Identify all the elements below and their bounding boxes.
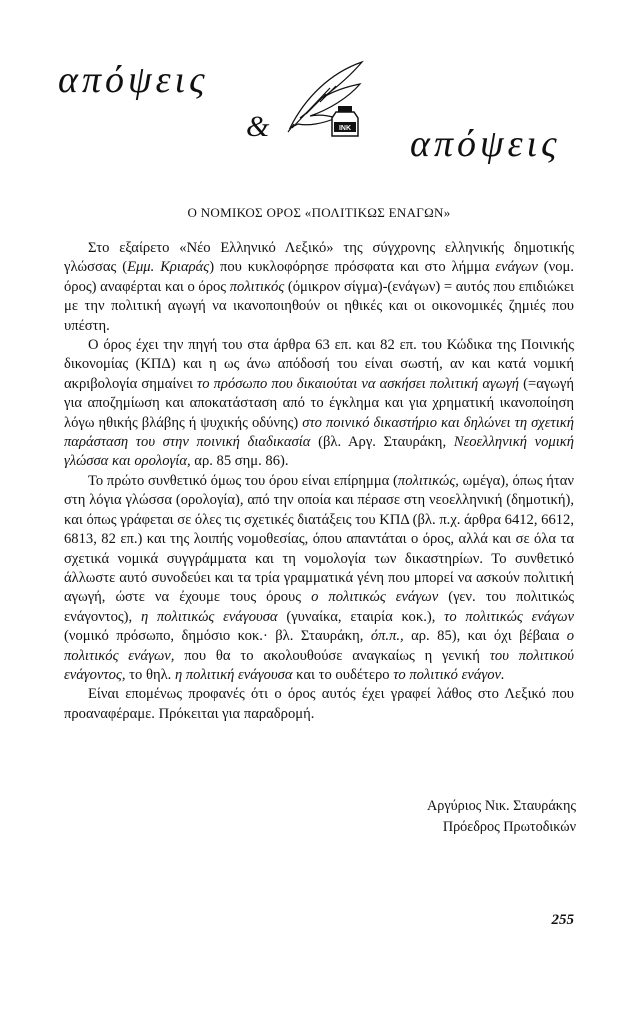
text-run: και το ουδέτερο xyxy=(292,666,394,683)
italic-run: στο ποινικό δικαστήριο και δηλώνει τη σχετική παράσταση του στην ποινική διαδικασία xyxy=(64,414,574,451)
italic-run: όπ.π., xyxy=(370,628,404,645)
section-title-right: απόψεις xyxy=(410,123,561,165)
text-run: αρ. 85), και όχι βέβαια xyxy=(403,628,567,645)
article-paragraph xyxy=(64,336,574,472)
italic-run: η πολιτικώς ενάγουσα xyxy=(140,608,278,625)
text-run: Στο εξαίρετο «Νέο Ελληνικό Λεξικό» της σύγχρονης ελληνικής δημοτικής γλώσσας ( xyxy=(64,240,574,276)
text-run: (=αγωγή για αποζημίωση και αποκατάσταση από το έγκλημα και για χρηματική ικανοποίηση λόγω ηθικής βλάβης ή ψυχικής οδύνης) xyxy=(64,375,574,431)
text-run: το θηλ. xyxy=(125,666,175,683)
ampersand: & xyxy=(246,110,270,143)
text-run: Ο όρος έχει την πηγή του στα άρθρα 63 επ. και 82 επ. του Κώδικα της Ποινικής δικονομίας (ΚΠΔ) και η ως άνω απόδοσή του είναι σωστή, αν και κατά νομική ακριβολογία σημαίνει xyxy=(64,337,574,392)
italic-run: πολιτικώς, xyxy=(397,472,459,489)
page-number: 255 xyxy=(551,912,574,928)
italic-run: ο πολιτικός ενάγων, xyxy=(64,628,574,664)
text-run: (γεν. του πολιτικώς ενάγοντος), xyxy=(64,589,574,625)
quill-ink-logo xyxy=(270,58,370,140)
author-name: Αργύριος Νικ. Σταυράκης xyxy=(427,798,576,814)
text-run: (γυναίκα, εταιρία κοκ.), xyxy=(277,608,445,625)
article-body xyxy=(64,239,574,724)
italic-run: Νεοελληνική νομική γλώσσα και ορολογία, xyxy=(64,434,574,470)
text-run: Είναι επομένως προφανές ότι ο όρος αυτός έχει γραφεί λάθος στο Λεξικό που προαναφέραμε. Πρόκειται για παραδρομή. xyxy=(64,686,574,722)
italic-run: ο πολιτικώς ενάγων xyxy=(311,589,439,606)
italic-run: Εμμ. Κριαράς xyxy=(127,259,210,276)
article-title: Ο ΝΟΜΙΚΟΣ ΟΡΟΣ «ΠΟΛΙΤΙΚΩΣ ΕΝΑΓΩΝ» xyxy=(187,205,451,220)
text-run: (νομικό πρόσωπο, δημόσιο κοκ.· βλ. Σταυράκη, xyxy=(64,628,371,645)
author-role: Πρόεδρος Πρωτοδικών xyxy=(442,819,576,835)
text-run: ωμέγα), όπως ήταν στη λόγια γλώσσα (ορολογία), από την οποία και πέρασε στη νεοελληνική (δημοτική), και όπως γράφεται σε όλες τις σχετικές διατάξεις του ΚΠΔ (βλ. π.χ. άρθρα 6412, 6612, 6813, 82 επ.) και της λοιπής νομοθεσίας, όπου απαντάται ο όρος, αλλά και σε όλα τα σχετικά νομικά συγγράμματα και τη νομολογία των δικαστηρίων. Το συνθετικό άλλωστε αυτό συνοδεύει και τα τρία γραμματικά γένη που μπορεί να ασκούν πολιτική αγωγή, ώστε να έχουμε τους όρους xyxy=(64,472,574,606)
italic-run: το πολιτικό ενάγον. xyxy=(393,666,505,683)
article xyxy=(64,205,574,724)
text-run: (νομ. όρος) αναφέρται και ο όρος xyxy=(64,259,574,295)
ink-label: INK xyxy=(338,125,352,132)
italic-run: του πολιτικού ενάγοντος, xyxy=(64,647,575,683)
section-title-left: απόψεις xyxy=(58,59,209,101)
italic-run: το πρόσωπο που δικαιούται να ασκήσει πολιτική αγωγή xyxy=(197,375,520,392)
italic-run: ενάγων xyxy=(495,259,538,276)
text-run: (όμικρον σίγμα)-(ενάγων) = αυτός που επιδιώκει με την πολιτική αγωγή να ικανοποιηθούν οι ηθικές και οι οικονομικές ζημιές που υπέστη. xyxy=(64,278,574,334)
signature xyxy=(427,796,576,838)
article-paragraph xyxy=(64,239,574,336)
article-paragraph xyxy=(64,472,574,685)
text-run: που θα το ακολουθούσε αναγκαίως η γενική xyxy=(174,647,490,664)
text-run: αρ. 85 σημ. 86). xyxy=(190,453,289,470)
article-paragraph xyxy=(64,685,574,724)
text-run: ) που κυκλοφόρησε πρόσφατα και στο λήμμα xyxy=(209,259,496,276)
italic-run: η πολιτική ενάγουσα xyxy=(174,666,293,683)
text-run: (βλ. Αργ. Σταυράκη, xyxy=(310,434,454,451)
text-run: Το πρώτο συνθετικό όμως του όρου είναι επίρημμα ( xyxy=(88,472,398,489)
italic-run: πολιτικός xyxy=(229,278,285,295)
italic-run: το πολιτικώς ενάγων xyxy=(444,608,574,625)
